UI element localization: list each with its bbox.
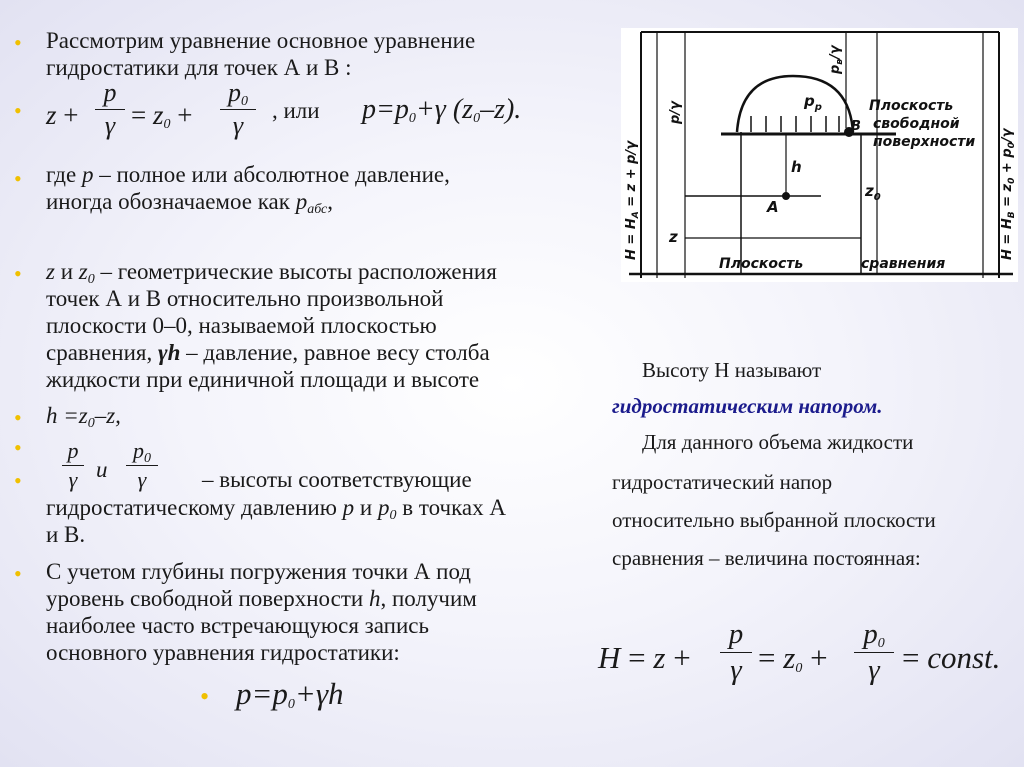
label-right-vertical: $H = H_B = z_0 + p_0/\gamma$	[1000, 128, 1017, 260]
where-text: где p – полное или абсолютное давление, иногда обозначаемое как $p_{абс}$,	[46, 162, 450, 217]
final-equation: $p=p_0+\gamma h$	[236, 676, 344, 712]
label-pp: $p_р$	[804, 92, 822, 113]
label-pb-gamma: $p_в/\gamma$	[828, 45, 845, 74]
right-line-3: Для данного объема жидкости	[642, 430, 914, 454]
bullet: •	[14, 435, 22, 460]
fraction-p0-gamma: $p_0$ γ	[220, 80, 256, 139]
right-line-6: сравнения – величина постоянная:	[612, 546, 921, 570]
fraction-p-gamma-small: p γ	[62, 440, 84, 491]
depth-text: С учетом глубины погружения точки А под уровень свободной поверхности h, получим наиболее часто встречающуюся запись основного уравнения гидростатики:	[46, 559, 477, 665]
label-left-vertical: $H = H_A = z + p/\gamma$	[624, 140, 641, 260]
h-definition: $h =z_0-z$,	[46, 403, 121, 431]
right-line-1: Высоту Н называют	[642, 358, 822, 382]
label-z: z	[669, 228, 678, 246]
right-line-5: относительно выбранной плоскости	[612, 508, 936, 532]
label-A: A	[767, 198, 779, 216]
diagram-svg	[621, 28, 1018, 282]
label-B: B	[851, 119, 861, 134]
right-line-4: гидростатический напор	[612, 470, 833, 494]
label-plane-1: Плоскость	[869, 98, 954, 114]
bullet: •	[14, 468, 22, 493]
bullet: •	[14, 405, 22, 430]
label-z0: $z_0$	[865, 182, 881, 203]
bullet: •	[14, 98, 22, 123]
label-bottom-2: сравнения	[861, 256, 946, 272]
bullet: •	[14, 261, 22, 286]
bullet: •	[200, 682, 210, 711]
label-plane-2: свободной	[873, 116, 960, 132]
right-line-2: гидростатическим напором.	[612, 394, 883, 418]
label-plane-3: поверхности	[873, 134, 976, 150]
fraction-p-gamma-head: p γ	[720, 620, 752, 685]
bullet: •	[14, 30, 22, 55]
fraction-p0-gamma-head: $p_0$ γ	[854, 620, 894, 685]
label-p-gamma: p/γ	[668, 101, 683, 124]
hydrostatics-diagram	[621, 28, 1018, 282]
heights-text: z и $z_0$ – геометрические высоты расположения точек А и В относительно произвольной плоскости 0–0, называемой плоскостью сравнения, γh – давление, равное весу столба жидкости при единичной площади и высоте	[46, 259, 497, 392]
bullet: •	[14, 166, 22, 191]
fraction-p0-gamma-small: $p_0$ γ	[126, 440, 158, 491]
bullet: •	[14, 561, 22, 586]
intro-text: Рассмотрим уравнение основное уравнение гидростатики для точек А и В :	[46, 28, 476, 80]
label-h: h	[791, 158, 802, 176]
fraction-p-gamma: p γ	[95, 80, 125, 139]
label-bottom-1: Плоскость	[719, 256, 804, 272]
